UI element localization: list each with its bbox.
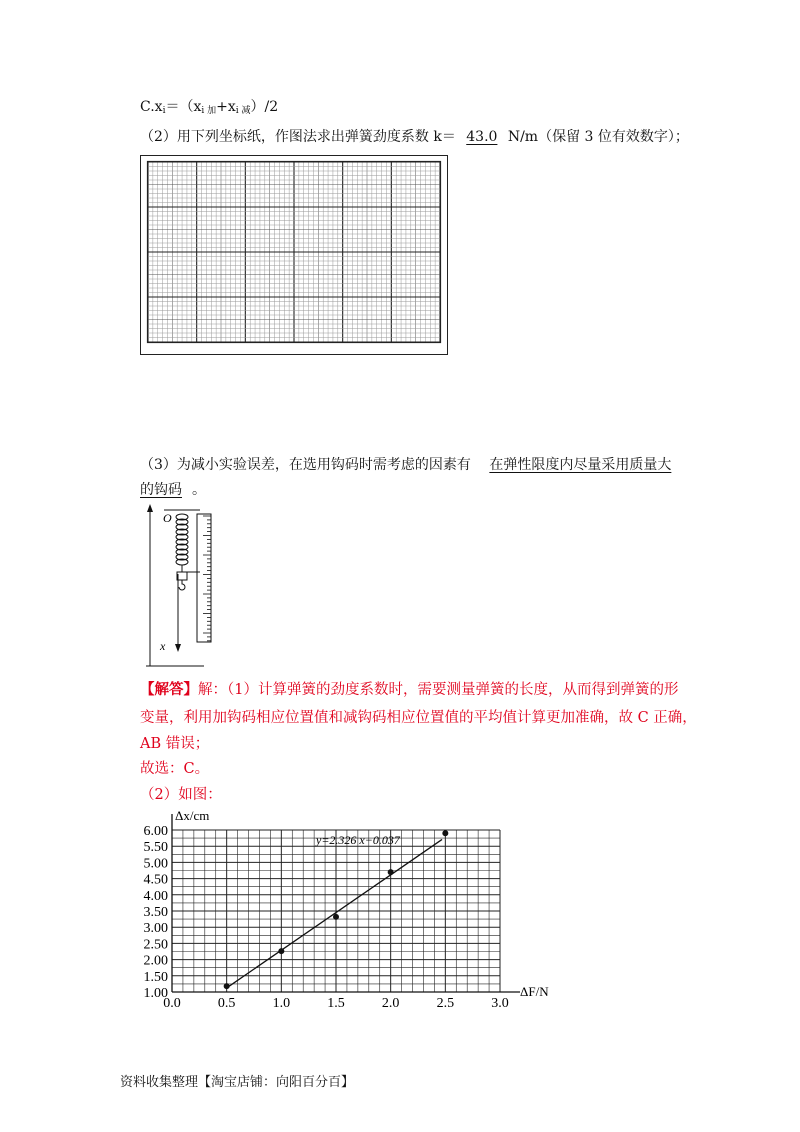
question-3-answer-line2: 的钩码 [140, 482, 182, 498]
solution-line4: 故选：C。 [140, 761, 210, 777]
y-tick-label: 3.50 [143, 905, 168, 920]
solution-line1: 【解答】解：（1）计算弹簧的劲度系数时，需要测量弹簧的长度，从而得到弹簧的形 [140, 681, 679, 698]
question-2-answer: 43.0 [466, 129, 498, 145]
y-tick-label: 4.00 [143, 888, 168, 904]
question-2-prefix: （2）用下列坐标纸，作图法求出弹簧劲度系数 k＝ [140, 129, 456, 145]
data-point [278, 948, 284, 954]
origin-label: O [163, 511, 172, 525]
option-c: $C.x_i=(x_{i 加}+x_{i 减})/2$ [140, 99, 279, 116]
solution-tag: 【解答】 [140, 681, 198, 698]
solution-line2: 变量，利用加钩码相应位置值和减钩码相应位置值的平均值计算更加准确，故 C 正确， [140, 710, 697, 726]
data-point [333, 914, 339, 920]
y-tick-label: 2.50 [143, 937, 168, 953]
data-point [388, 869, 394, 875]
y-tick-label: 5.50 [143, 840, 168, 856]
ruler-ticks [203, 516, 211, 641]
footer-text: 资料收集整理【淘宝店铺：向阳百分百】 [120, 1075, 355, 1090]
x-tick-label: 1.0 [272, 996, 291, 1011]
y-tick-label: 1.50 [143, 969, 168, 985]
question-3-line2: 的钩码 。 [140, 482, 206, 498]
x-tick-label: 2.0 [381, 996, 400, 1011]
vertical-arrow-icon [147, 504, 153, 512]
x-tick-label: 0.5 [217, 996, 236, 1011]
spring-apparatus-diagram [138, 500, 228, 675]
x-axis-label: ΔF/N [520, 984, 549, 999]
x-tick-label: 3.0 [491, 996, 509, 1011]
graph-paper [140, 155, 448, 355]
x-tick-label: 2.5 [436, 996, 455, 1011]
fit-line [227, 839, 442, 987]
y-tick-label: 3.00 [143, 921, 168, 937]
y-tick-label: 6.00 [143, 824, 168, 839]
data-point [224, 983, 230, 989]
data-point [442, 830, 448, 836]
x-tick-label: 1.5 [327, 996, 345, 1011]
y-tick-label: 4.50 [143, 872, 168, 888]
question-2 [140, 127, 689, 147]
spring-coil [176, 514, 188, 565]
y-tick-label: 5.00 [143, 856, 168, 872]
question-3-prefix: （3）为减小实验误差，在选用钩码时需考虑的因素有 [140, 457, 471, 473]
fit-equation: y=2.326 x−0.037 [316, 833, 400, 847]
x-tick-label: 0.0 [163, 996, 181, 1011]
axis-label: x [160, 639, 166, 653]
question-3-answer-line1: 在弹性限度内尽量采用质量大 [489, 457, 672, 473]
y-axis-label: Δx/cm [175, 808, 210, 823]
y-tick-label: 1.00 [143, 986, 168, 1001]
solution-chart [130, 808, 570, 1018]
solution-line3: AB 错误； [140, 736, 210, 752]
question-2-suffix: N/m（保留 3 位有效数字）； [507, 129, 689, 145]
question-3 [140, 455, 671, 475]
down-arrow-icon [175, 644, 181, 652]
y-tick-label: 2.00 [143, 953, 168, 969]
solution-line5: （2）如图： [140, 787, 222, 803]
